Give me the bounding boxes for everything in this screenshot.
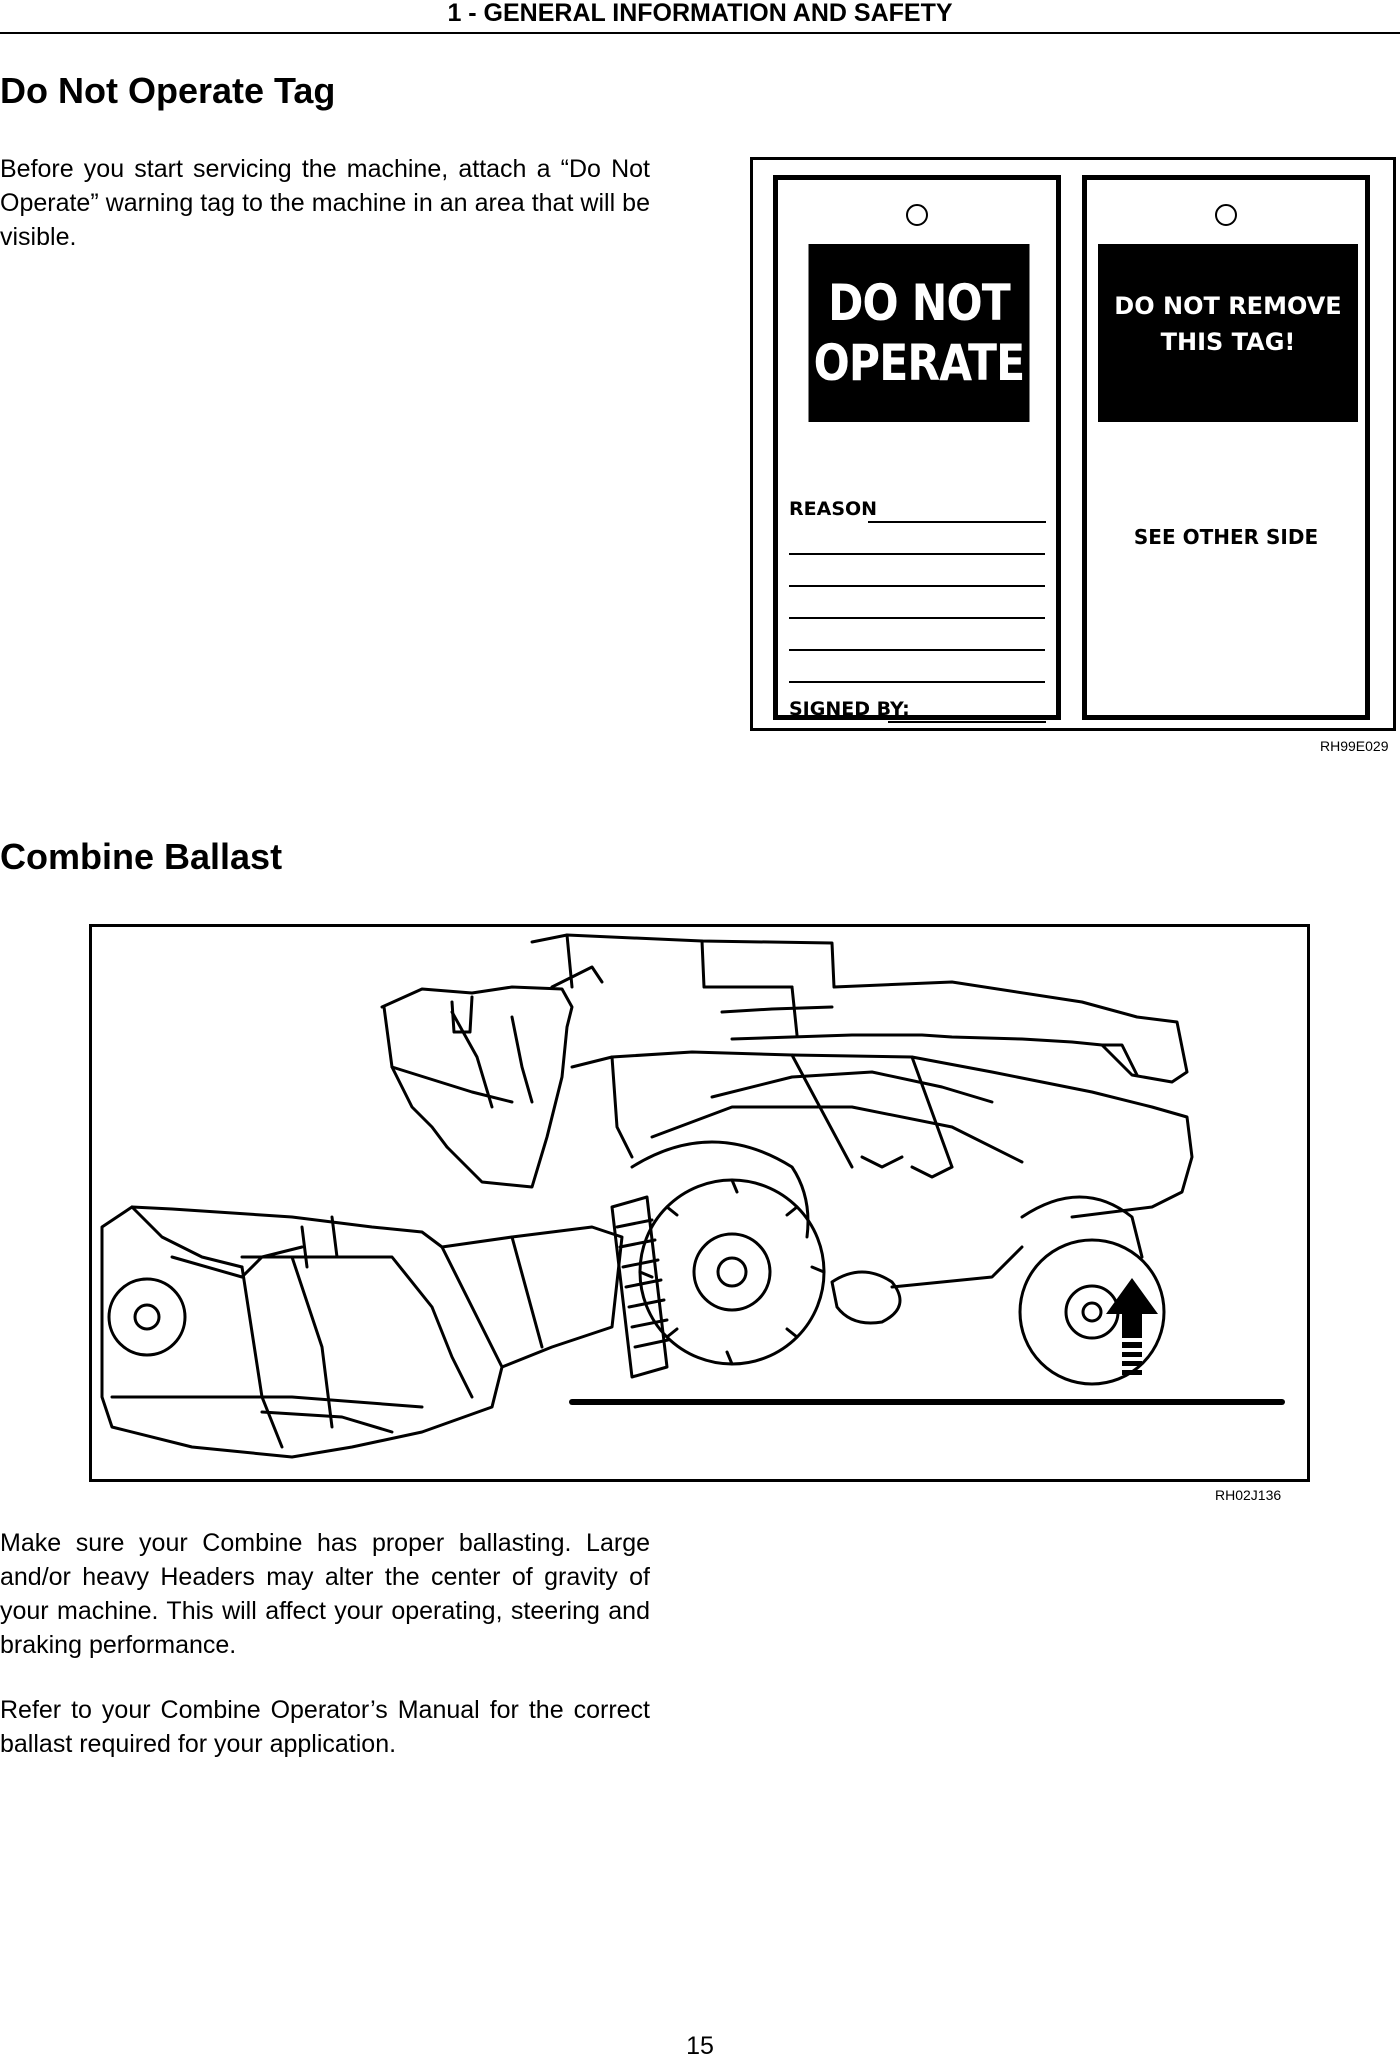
reason-line — [789, 681, 1045, 683]
reason-line — [789, 585, 1045, 587]
tag-hole-icon — [1215, 204, 1237, 226]
do-not-operate-tag-figure — [750, 157, 1396, 731]
page-header: 1 - GENERAL INFORMATION AND SAFETY — [447, 0, 953, 27]
see-other-side-label: SEE OTHER SIDE — [1133, 525, 1319, 549]
signed-by-label: SIGNED BY: — [789, 698, 910, 720]
header-rule — [0, 32, 1400, 34]
reason-line — [789, 553, 1045, 555]
section-heading-combine-ballast: Combine Ballast — [0, 836, 283, 877]
do-not-operate-label-box — [809, 244, 1030, 422]
tag-back-title-line2: THIS TAG! — [1160, 328, 1296, 356]
do-not-remove-label-box — [1098, 244, 1358, 422]
tag-front-title-line1: DO NOT — [828, 274, 1010, 332]
tag-hole-icon — [906, 204, 928, 226]
tag-figure-code: RH99E029 — [1320, 738, 1389, 754]
ballast-paragraph-2: Refer to your Combine Operator’s Manual for the correct ballast required for your application. — [0, 1696, 650, 1758]
tag-front-title-line2: OPERATE — [813, 334, 1025, 392]
section-heading-do-not-operate-tag: Do Not Operate Tag — [0, 70, 336, 111]
tag-instructions-paragraph: Before you start servicing the machine, attach a “Do Not Operate” warning tag to the machine in an area that will be visible. — [0, 155, 650, 251]
ballast-paragraph-1: Make sure your Combine has proper ballasting. Large and/or heavy Headers may alter the center of gravity of your machine. This will affect your operating, steering and braking performance. — [0, 1529, 650, 1659]
reason-line — [789, 617, 1045, 619]
combine-figure-code: RH02J136 — [1215, 1487, 1282, 1503]
tag-back — [1082, 175, 1370, 720]
combine-ballast-figure — [89, 924, 1310, 1482]
reason-line — [868, 521, 1046, 523]
page-number: 15 — [686, 2032, 714, 2060]
up-arrow-icon — [1102, 1274, 1162, 1384]
combine-harvester-drawing — [92, 927, 1307, 1479]
reason-line — [789, 649, 1045, 651]
reason-label: REASON — [789, 498, 878, 520]
signature-line — [888, 721, 1046, 723]
tag-back-title-line1: DO NOT REMOVE — [1114, 292, 1342, 320]
tag-front — [773, 175, 1061, 720]
